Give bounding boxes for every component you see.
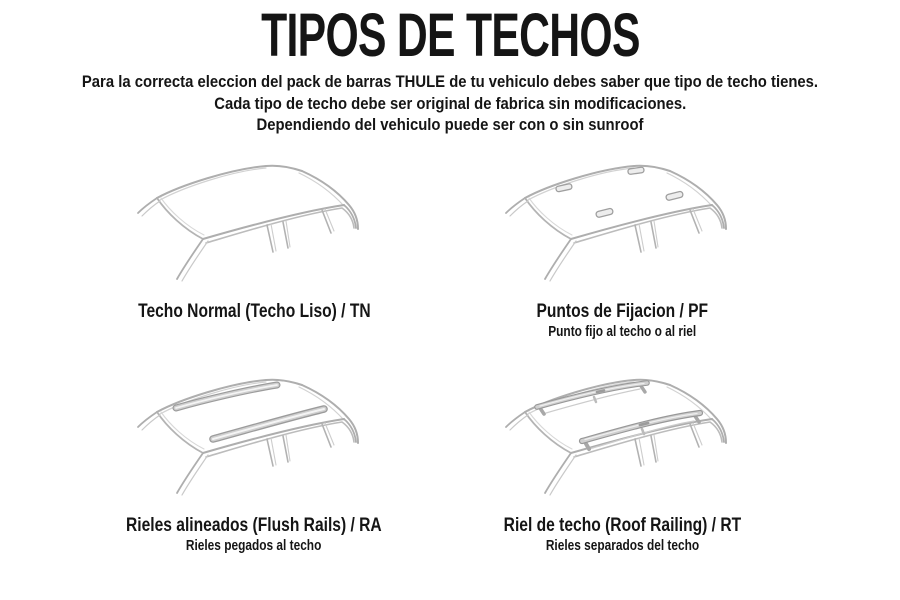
fixed-points-roof-illustration <box>494 154 774 294</box>
page-title <box>0 1 900 69</box>
flush-rails-roof-illustration <box>126 368 406 508</box>
roof-type-caption-tn <box>64 299 444 323</box>
roof-type-card-rt <box>432 368 812 555</box>
roof-type-sublabel-pf: Punto fijo al techo o al riel <box>548 324 696 340</box>
roof-type-label-rt: Riel de techo (Roof Railing) / RT <box>503 514 741 536</box>
intro-line-1: Para la correcta eleccion del pack de barras THULE de tu vehiculo debes saber que tipo de techo tienes. <box>81 73 819 91</box>
roof-type-label-pf: Puntos de Fijacion / PF <box>536 300 708 322</box>
roof-type-caption-rt <box>432 513 812 555</box>
roof-type-card-pf <box>432 154 812 341</box>
roof-type-label-tn: Techo Normal (Techo Liso) / TN <box>137 300 371 322</box>
roof-type-card-ra <box>64 368 444 555</box>
roof-type-card-tn <box>64 154 444 323</box>
roof-type-caption-pf <box>432 299 812 341</box>
intro-text <box>0 72 900 137</box>
raised-rails-roof-illustration <box>494 368 774 508</box>
roof-type-sublabel-ra: Rieles pegados al techo <box>186 538 322 554</box>
intro-line-3: Dependiendo del vehiculo puede ser con o sin sunroof <box>256 116 644 134</box>
roof-type-caption-ra <box>64 513 444 555</box>
page-title-text: TIPOS DE TECHOS <box>260 1 640 69</box>
smooth-roof-illustration <box>126 154 406 294</box>
intro-line-2: Cada tipo de techo debe ser original de fabrica sin modificaciones. <box>213 94 687 113</box>
roof-type-label-ra: Rieles alineados (Flush Rails) / RA <box>126 514 382 536</box>
roof-type-sublabel-rt: Rieles separados del techo <box>545 538 699 554</box>
